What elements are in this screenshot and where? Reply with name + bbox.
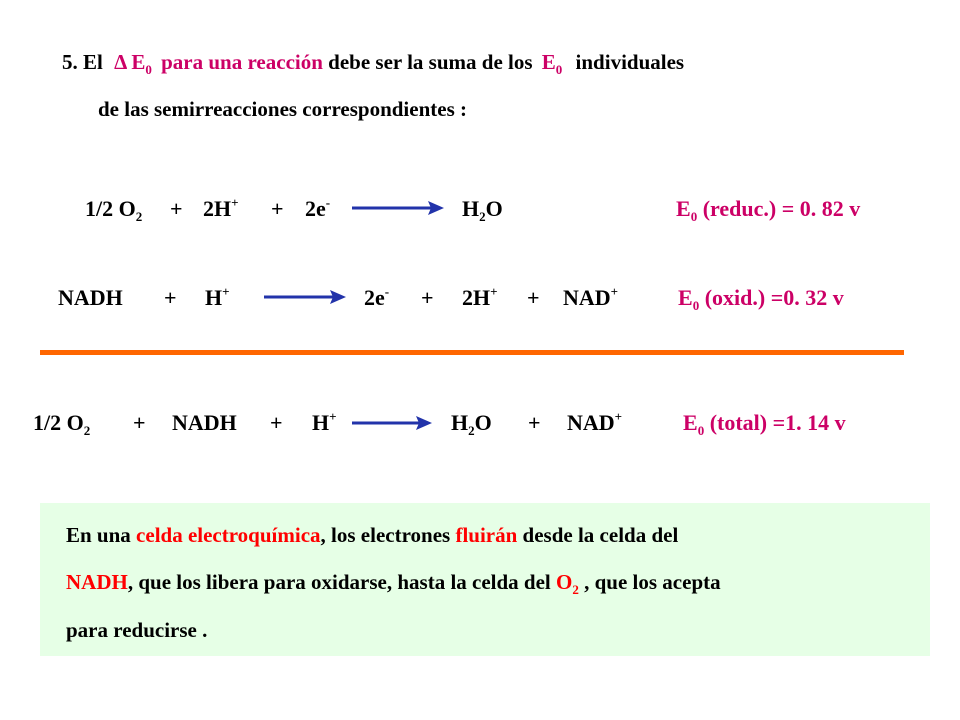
eq1-potential: $E_0$ (reduc.) = 0. 82 v: [676, 196, 861, 224]
end-text: individuales: [575, 50, 685, 74]
sum-divider: [40, 350, 904, 355]
eq3-plus3: +: [528, 410, 541, 435]
reaction-text: para una reacción: [161, 50, 323, 74]
explanation-box: [40, 503, 930, 656]
eq3-o2: 1/2 $O_2$: [33, 410, 91, 438]
eq2-arrow-icon: [264, 287, 346, 307]
eq1-h: 2H+: [203, 195, 239, 221]
eq1-o2: 1/2 $O_2$: [85, 196, 143, 224]
eq3-water: $H_2O$: [451, 410, 492, 438]
eq2-plus3: +: [527, 285, 540, 310]
eq3-plus1: +: [133, 410, 146, 435]
eq1-plus1: +: [170, 196, 183, 221]
explanation-line3: para reducirse .: [66, 618, 208, 642]
delta-symbol: Δ $E_0$: [114, 50, 152, 77]
point5-line2: de las semirreacciones correspondientes :: [98, 97, 467, 121]
eq3-arrow-icon: [352, 413, 432, 433]
eq2-plus1: +: [164, 285, 177, 310]
flow-term: fluirán: [455, 523, 518, 547]
eq3-potential: $E_0$ (total) =1. 14 v: [683, 410, 846, 438]
point5-line1: [62, 50, 685, 77]
explanation-line1: En una celda electroquímica, los electrones fluirán desde la celda del: [66, 523, 679, 547]
eq1-electrons: 2e-: [305, 195, 331, 221]
eq1-arrow-icon: [352, 198, 444, 218]
eq3-plus2: +: [270, 410, 283, 435]
nadh-term: NADH: [66, 570, 128, 594]
eq1-water: $H_2O$: [462, 196, 503, 224]
mid-text: debe ser la suma de los: [328, 50, 533, 74]
eq1-plus2: +: [271, 196, 284, 221]
eq3-h: H+: [312, 409, 337, 435]
eq2-potential: $E_0$ (oxid.) =0. 32 v: [678, 285, 844, 313]
e0-symbol: $E_0$: [541, 50, 563, 77]
electrochemical-cell-term: celda electroquímica: [136, 523, 321, 547]
eq3-nadh: NADH: [172, 410, 237, 435]
eq2-plus2: +: [421, 285, 434, 310]
o2-term: $O_2$: [556, 570, 579, 597]
eq2-nad: NAD+: [563, 284, 619, 310]
eq2-h: H+: [205, 284, 230, 310]
eq3-nad: NAD+: [567, 409, 623, 435]
point5-number: 5. El: [62, 50, 103, 74]
eq2-electrons: 2e-: [364, 284, 390, 310]
explanation-line2: NADH, que los libera para oxidarse, hasta la celda del $O_2$ , que los acepta: [66, 570, 721, 597]
eq2-2h: 2H+: [462, 284, 498, 310]
eq2-nadh: NADH: [58, 285, 123, 310]
